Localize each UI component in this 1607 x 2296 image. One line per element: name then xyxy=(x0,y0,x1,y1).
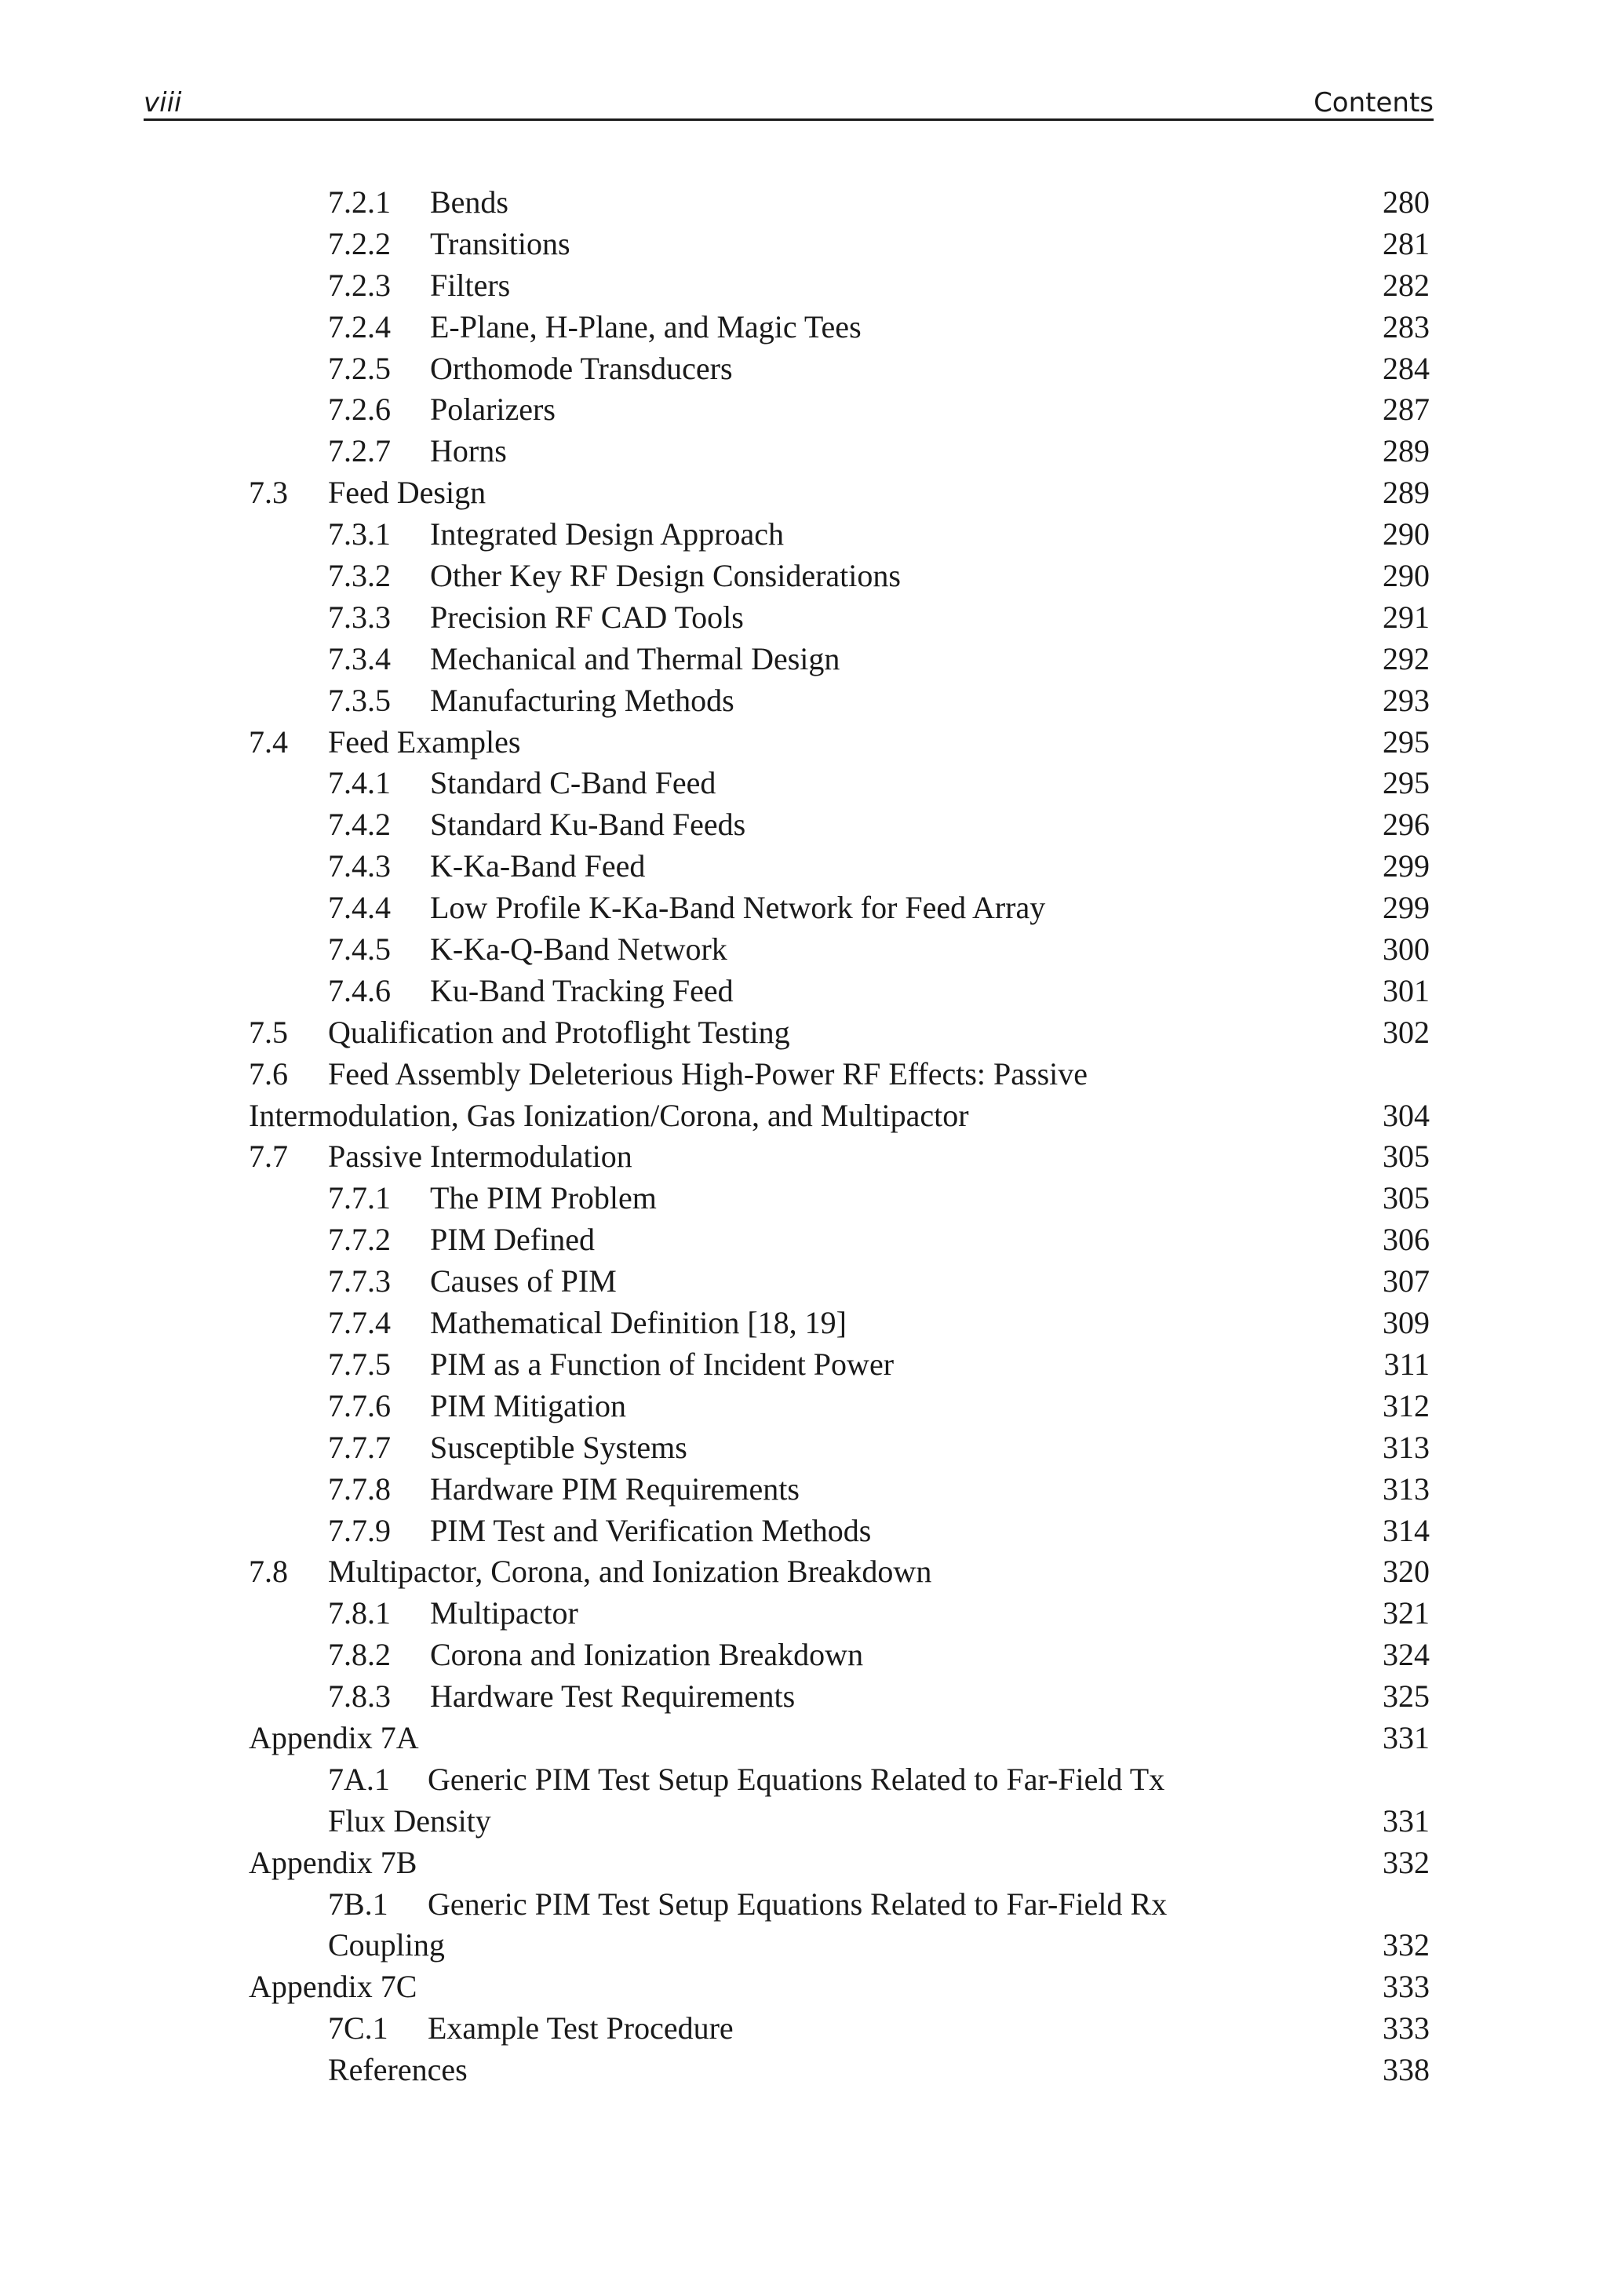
toc-entry[interactable] xyxy=(0,389,1607,431)
toc-entry-page: 282 xyxy=(1383,267,1430,303)
toc-entry[interactable] xyxy=(0,1718,1607,1759)
toc-entry-number: 7.7.1 xyxy=(328,1180,391,1216)
toc-entry-continuation[interactable] xyxy=(0,1095,1607,1137)
toc-entry-number: 7.3.3 xyxy=(328,599,391,635)
toc-entry-title: Generic PIM Test Setup Equations Related to Far-Field Rx xyxy=(428,1886,1168,1922)
toc-entry-page: 314 xyxy=(1383,1512,1430,1548)
toc-entry-page: 304 xyxy=(1383,1097,1430,1133)
toc-entry-title: The PIM Problem xyxy=(430,1180,657,1216)
toc-entry-page: 299 xyxy=(1383,848,1430,884)
toc-entry-title: PIM Defined xyxy=(430,1222,595,1258)
toc-entry[interactable] xyxy=(0,1012,1607,1054)
toc-entry-title: Orthomode Transducers xyxy=(430,350,733,386)
toc-entry-page: 281 xyxy=(1383,225,1430,261)
toc-entry-title: E-Plane, H-Plane, and Magic Tees xyxy=(430,308,862,344)
toc-entry-title: Susceptible Systems xyxy=(430,1429,687,1465)
toc-entry-page: 325 xyxy=(1383,1678,1430,1715)
toc-entry-page: 293 xyxy=(1383,682,1430,718)
toc-entry-number: 7.7.9 xyxy=(328,1512,391,1548)
toc-entry-page: 311 xyxy=(1383,1346,1430,1382)
toc-entry-page: 306 xyxy=(1383,1222,1430,1258)
toc-entry-title: PIM Test and Verification Methods xyxy=(430,1512,872,1548)
toc-entry-number: 7.7.7 xyxy=(328,1429,391,1465)
toc-entry-page: 338 xyxy=(1383,2052,1430,2088)
toc-entry-number: 7.4 xyxy=(249,723,288,760)
toc-entry[interactable] xyxy=(0,2050,1607,2091)
toc-entry-title: Passive Intermodulation xyxy=(328,1139,632,1175)
toc-entry[interactable] xyxy=(0,1884,1607,1926)
toc-entry-number: 7.3.4 xyxy=(328,640,391,676)
toc-entry-number: 7.3.5 xyxy=(328,682,391,718)
toc-entry-title-continued: Intermodulation, Gas Ionization/Corona, and Multipactor xyxy=(249,1097,969,1133)
toc-entry-number: 7.4.6 xyxy=(328,972,391,1008)
toc-entry-page: 295 xyxy=(1383,723,1430,760)
toc-entry-page: 283 xyxy=(1383,308,1430,344)
toc-entry[interactable] xyxy=(0,597,1607,639)
toc-entry-title: Hardware PIM Requirements xyxy=(430,1471,800,1507)
toc-entry-page: 302 xyxy=(1383,1014,1430,1050)
toc-entry-title: Horns xyxy=(430,433,507,469)
toc-entry-title: Low Profile K-Ka-Band Network for Feed Array xyxy=(430,890,1046,926)
toc-entry[interactable] xyxy=(0,763,1607,804)
running-head: Contents xyxy=(1314,87,1434,118)
toc-entry-page: 305 xyxy=(1383,1139,1430,1175)
toc-entry[interactable] xyxy=(0,1966,1607,2008)
toc-entry-title: Standard Ku-Band Feeds xyxy=(430,807,746,843)
table-of-contents xyxy=(0,182,1607,2091)
toc-entry[interactable] xyxy=(0,1054,1607,1095)
toc-entry-number: 7.2.7 xyxy=(328,433,391,469)
toc-entry-page: 290 xyxy=(1383,516,1430,552)
toc-entry-number: 7.3.1 xyxy=(328,516,391,552)
toc-entry[interactable] xyxy=(0,1344,1607,1386)
toc-entry-title: Standard C-Band Feed xyxy=(430,765,716,801)
toc-entry-title-continued: Flux Density xyxy=(328,1802,491,1839)
toc-entry[interactable] xyxy=(0,1303,1607,1344)
toc-entry-title: Ku-Band Tracking Feed xyxy=(430,972,734,1008)
toc-entry[interactable] xyxy=(0,2008,1607,2050)
toc-entry-number: 7.4.2 xyxy=(328,807,391,843)
toc-entry-page: 321 xyxy=(1383,1595,1430,1631)
toc-entry-title: PIM Mitigation xyxy=(430,1387,627,1423)
toc-entry-page: 324 xyxy=(1383,1637,1430,1673)
toc-entry[interactable] xyxy=(0,265,1607,307)
toc-entry-page: 331 xyxy=(1383,1719,1430,1755)
toc-entry-number: 7.3.2 xyxy=(328,558,391,594)
toc-entry[interactable] xyxy=(0,1427,1607,1469)
toc-entry-number: 7.8.1 xyxy=(328,1595,391,1631)
toc-entry-page: 320 xyxy=(1383,1554,1430,1590)
toc-entry[interactable] xyxy=(0,348,1607,390)
toc-entry-page: 295 xyxy=(1383,765,1430,801)
toc-entry-number: 7.7.6 xyxy=(328,1387,391,1423)
toc-entry-title: PIM as a Function of Incident Power xyxy=(430,1346,895,1382)
toc-entry[interactable] xyxy=(0,1261,1607,1303)
toc-entry-title: Example Test Procedure xyxy=(428,2010,734,2046)
toc-entry[interactable] xyxy=(0,182,1607,224)
toc-entry-page: 284 xyxy=(1383,350,1430,386)
toc-entry-number: 7.7.5 xyxy=(328,1346,391,1382)
toc-entry-title: Mechanical and Thermal Design xyxy=(430,640,840,676)
toc-entry-title: Multipactor, Corona, and Ionization Breakdown xyxy=(328,1554,932,1590)
toc-entry[interactable] xyxy=(0,804,1607,846)
toc-entry-number: 7.2.2 xyxy=(328,225,391,261)
toc-entry-title-continued: Coupling xyxy=(328,1927,445,1963)
toc-entry-title: Appendix 7C xyxy=(249,1969,417,2005)
toc-entry-number: 7B.1 xyxy=(328,1886,388,1922)
toc-entry-continuation[interactable] xyxy=(0,1925,1607,1966)
toc-entry-page: 289 xyxy=(1383,475,1430,511)
toc-entry-number: 7.2.4 xyxy=(328,308,391,344)
toc-entry-title: Qualification and Protoflight Testing xyxy=(328,1014,790,1050)
toc-entry[interactable] xyxy=(0,680,1607,722)
toc-entry[interactable] xyxy=(0,722,1607,764)
toc-entry-title: Corona and Ionization Breakdown xyxy=(430,1637,864,1673)
page-folio: viii xyxy=(144,87,182,118)
toc-entry-title: Causes of PIM xyxy=(430,1263,617,1299)
toc-entry-title: Manufacturing Methods xyxy=(430,682,734,718)
toc-entry-number: 7.5 xyxy=(249,1014,288,1050)
toc-entry-title: K-Ka-Band Feed xyxy=(430,848,646,884)
toc-entry-title: Appendix 7A xyxy=(249,1719,419,1755)
toc-entry-page: 301 xyxy=(1383,972,1430,1008)
toc-entry-title: Feed Assembly Deleterious High-Power RF Effects: Passive xyxy=(328,1055,1088,1092)
toc-entry-page: 305 xyxy=(1383,1180,1430,1216)
toc-entry-page: 332 xyxy=(1383,1844,1430,1880)
toc-entry-page: 296 xyxy=(1383,807,1430,843)
toc-entry-page: 313 xyxy=(1383,1429,1430,1465)
toc-entry[interactable] xyxy=(0,971,1607,1012)
toc-entry[interactable] xyxy=(0,1593,1607,1635)
toc-entry-page: 290 xyxy=(1383,558,1430,594)
toc-entry[interactable] xyxy=(0,1178,1607,1219)
toc-entry-page: 291 xyxy=(1383,599,1430,635)
toc-entry-page: 299 xyxy=(1383,890,1430,926)
toc-entry-number: 7.7.3 xyxy=(328,1263,391,1299)
toc-entry-page: 309 xyxy=(1383,1305,1430,1341)
toc-entry[interactable] xyxy=(0,1759,1607,1801)
toc-entry-number: 7.3 xyxy=(249,475,288,511)
toc-entry[interactable] xyxy=(0,846,1607,887)
toc-entry[interactable] xyxy=(0,1386,1607,1427)
toc-entry-number: 7.7.4 xyxy=(328,1305,391,1341)
toc-entry-title: Feed Design xyxy=(328,475,486,511)
toc-entry-page: 289 xyxy=(1383,433,1430,469)
toc-entry-title: Filters xyxy=(430,267,511,303)
toc-entry-number: 7.4.5 xyxy=(328,931,391,968)
toc-entry-number: 7.7.8 xyxy=(328,1471,391,1507)
toc-entry-page: 300 xyxy=(1383,931,1430,968)
toc-entry-title: Feed Examples xyxy=(328,723,521,760)
toc-entry-page: 331 xyxy=(1383,1802,1430,1839)
toc-entry-title: Bends xyxy=(430,184,508,220)
running-header xyxy=(144,84,1434,121)
toc-entry-number: 7.2.5 xyxy=(328,350,391,386)
toc-entry-number: 7.4.4 xyxy=(328,890,391,926)
toc-entry-page: 287 xyxy=(1383,392,1430,428)
toc-entry-number: 7.2.6 xyxy=(328,392,391,428)
toc-entry[interactable] xyxy=(0,1219,1607,1261)
toc-entry-title: Other Key RF Design Considerations xyxy=(430,558,901,594)
toc-entry-title: Integrated Design Approach xyxy=(430,516,784,552)
toc-entry-page: 292 xyxy=(1383,640,1430,676)
toc-entry-title: K-Ka-Q-Band Network xyxy=(430,931,727,968)
toc-entry[interactable] xyxy=(0,1511,1607,1552)
toc-entry-number: 7C.1 xyxy=(328,2010,388,2046)
toc-entry-number: 7.2.1 xyxy=(328,184,391,220)
toc-entry-page: 312 xyxy=(1383,1387,1430,1423)
toc-entry-title: Hardware Test Requirements xyxy=(430,1678,796,1715)
toc-entry-page: 307 xyxy=(1383,1263,1430,1299)
toc-entry[interactable] xyxy=(0,1136,1607,1178)
toc-entry[interactable] xyxy=(0,929,1607,971)
toc-entry[interactable] xyxy=(0,514,1607,556)
toc-entry-page: 332 xyxy=(1383,1927,1430,1963)
toc-entry-page: 333 xyxy=(1383,2010,1430,2046)
toc-entry-title: Transitions xyxy=(430,225,570,261)
toc-entry-number: 7.2.3 xyxy=(328,267,391,303)
toc-entry-page: 313 xyxy=(1383,1471,1430,1507)
toc-entry-number: 7.4.1 xyxy=(328,765,391,801)
toc-entry-title: Mathematical Definition [18, 19] xyxy=(430,1305,847,1341)
toc-entry-continuation[interactable] xyxy=(0,1801,1607,1842)
toc-entry-number: 7.8.3 xyxy=(328,1678,391,1715)
toc-entry-number: 7.7 xyxy=(249,1139,288,1175)
toc-entry[interactable] xyxy=(0,639,1607,680)
toc-entry[interactable] xyxy=(0,1676,1607,1718)
toc-entry-page: 280 xyxy=(1383,184,1430,220)
toc-entry[interactable] xyxy=(0,1635,1607,1676)
toc-entry-title: Generic PIM Test Setup Equations Related to Far-Field Tx xyxy=(428,1761,1165,1797)
toc-entry-title: Multipactor xyxy=(430,1595,578,1631)
toc-entry-page: 333 xyxy=(1383,1969,1430,2005)
toc-entry[interactable] xyxy=(0,472,1607,514)
toc-entry-title: Polarizers xyxy=(430,392,556,428)
toc-entry-number: 7.6 xyxy=(249,1055,288,1092)
toc-entry[interactable] xyxy=(0,224,1607,265)
toc-entry-title: Appendix 7B xyxy=(249,1844,417,1880)
toc-entry-title: References xyxy=(328,2052,468,2088)
toc-entry-number: 7.8.2 xyxy=(328,1637,391,1673)
toc-entry[interactable] xyxy=(0,1551,1607,1593)
toc-entry[interactable] xyxy=(0,307,1607,348)
toc-entry-number: 7.4.3 xyxy=(328,848,391,884)
toc-entry-number: 7A.1 xyxy=(328,1761,390,1797)
toc-entry[interactable] xyxy=(0,1469,1607,1511)
toc-entry-title: Precision RF CAD Tools xyxy=(430,599,744,635)
toc-entry[interactable] xyxy=(0,887,1607,929)
toc-entry[interactable] xyxy=(0,1842,1607,1884)
toc-entry-number: 7.7.2 xyxy=(328,1222,391,1258)
toc-entry[interactable] xyxy=(0,556,1607,597)
toc-entry-number: 7.8 xyxy=(249,1554,288,1590)
toc-entry[interactable] xyxy=(0,431,1607,472)
